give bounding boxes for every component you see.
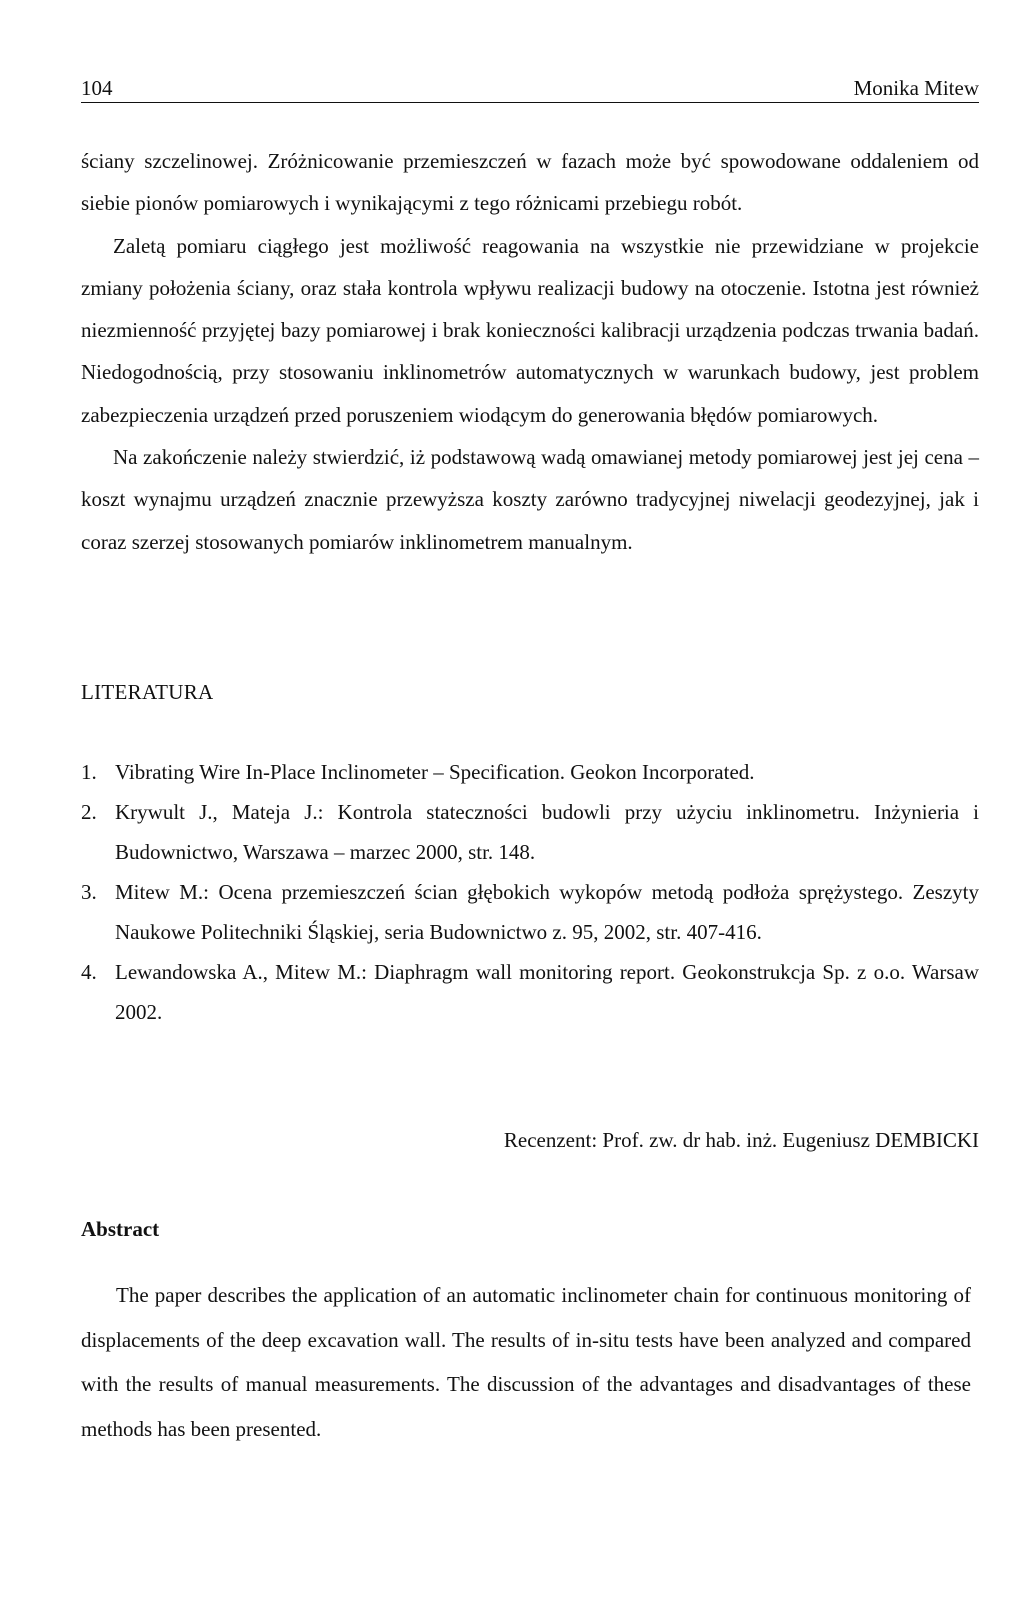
paragraph-3: Na zakończenie należy stwierdzić, iż podstawową wadą omawianej metody pomiarowej jest jej cena – koszt wynajmu urządzeń znacznie przewyższa koszty zarówno tradycyjnej niwelacji geodezyjnej, jak i coraz szerzej stosowanych pomiarów inklinometrem manualnym.	[81, 445, 979, 554]
paragraph-1: ściany szczelinowej. Zróżnicowanie przemieszczeń w fazach może być spowodowane oddaleniem od siebie pionów pomiarowych i wynikającymi z tego różnicami przebiegu robót.	[81, 149, 979, 216]
abstract-text: The paper describes the application of an automatic inclinometer chain for continuous monitoring of displacements of the deep excavation wall. The results of in-situ tests have been analyzed and compared with the results of manual measurements. The discussion of the advantages and disadvantages of these methods has been presented.	[81, 1283, 971, 1441]
reference-item	[81, 792, 979, 872]
reference-text: Vibrating Wire In-Place Inclinometer – Specification. Geokon Incorporated.	[115, 760, 755, 784]
reference-number: 3.	[81, 880, 97, 904]
running-header	[81, 74, 979, 103]
reference-item	[81, 872, 979, 952]
reference-text: Mitew M.: Ocena przemieszczeń ścian głębokich wykopów metodą podłoża sprężystego. Zeszyty Naukowe Politechniki Śląskiej, seria Budownictwo z. 95, 2002, str. 407-416.	[115, 880, 979, 944]
reference-text: Lewandowska A., Mitew M.: Diaphragm wall monitoring report. Geokonstrukcja Sp. z o.o. Warsaw 2002.	[115, 960, 979, 1024]
abstract-heading: Abstract	[81, 1217, 160, 1241]
literature-heading: LITERATURA	[81, 680, 214, 704]
main-text	[81, 140, 979, 563]
reference-item	[81, 952, 979, 1032]
paragraph-2: Zaletą pomiaru ciągłego jest możliwość reagowania na wszystkie nie przewidziane w projekcie zmiany położenia ściany, oraz stała kontrola wpływu realizacji budowy na otoczenie. Istotna jest również niezmienność przyjętej bazy pomiarowej i brak konieczności kalibracji urządzenia podczas trwania badań. Niedogodnością, przy stosowaniu inklinometrów automatycznych w warunkach budowy, jest problem zabezpieczenia urządzeń przed poruszeniem wiodącym do generowania błędów pomiarowych.	[81, 233, 979, 427]
page-number: 104	[81, 76, 113, 100]
reference-number: 2.	[81, 800, 97, 824]
reference-item	[81, 752, 979, 792]
reference-text: Krywult J., Mateja J.: Kontrola stateczności budowli przy użyciu inklinometru. Inżynieria i Budownictwo, Warszawa – marzec 2000, str. 148.	[115, 800, 979, 864]
reviewer-line: Recenzent: Prof. zw. dr hab. inż. Eugeniusz DEMBICKI	[503, 1128, 979, 1152]
reference-number: 4.	[81, 960, 97, 984]
reference-number: 1.	[81, 760, 97, 784]
running-author: Monika Mitew	[853, 76, 979, 100]
reference-list	[81, 752, 979, 1032]
